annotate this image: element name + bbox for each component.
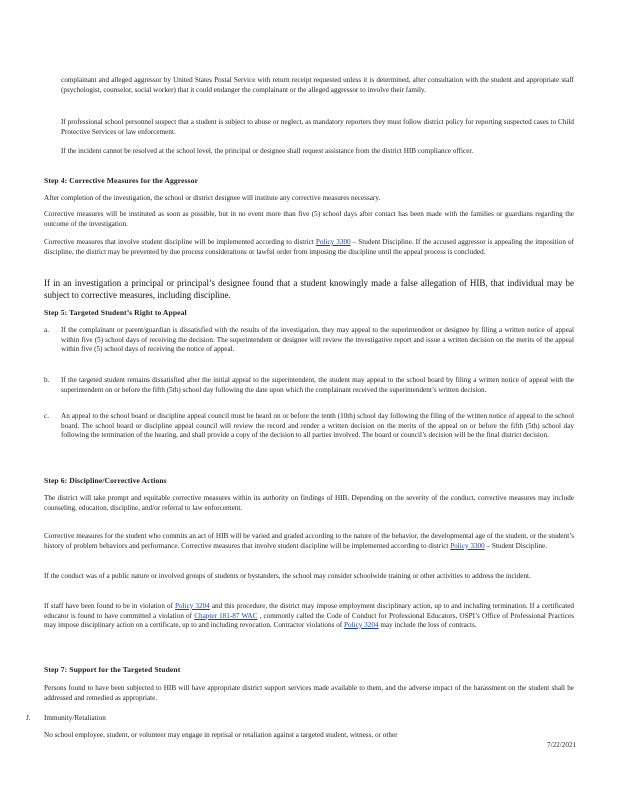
step5-item-b-label: b. — [44, 376, 50, 384]
step6-paragraph-4-text-c: , commonly called the Code of Conduct for Professional Educators, OSPI’s Office of Professional Practices may impose disciplinary action on a certificate, up to and including revocation. Contractor violations of — [44, 611, 574, 629]
policy-3204-link[interactable]: Policy 3204 — [175, 602, 210, 610]
paragraph-mandatory-reporters: If professional school personnel suspect that a student is subject to abuse or neglect, as mandatory reporters they must follow district policy for reporting suspected cases to Child Protective Services or law enforcement. — [61, 118, 574, 136]
step4-paragraph-2: Corrective measures will be instituted as soon as possible, but in no event more than five (5) school days after contact has been made with the families or guardians regarding the outcome of the investigation. — [44, 210, 574, 228]
step7-paragraph-1: Persons found to have been subjected to HIB will have appropriate district support services made available to them, and the adverse impact of the harassment on the student shall be addressed and remedied as appropriate. — [44, 684, 574, 702]
step5-item-a-text: If the complainant or parent/guardian is dissatisfied with the results of the investigation, they may appeal to the superintendent or designee by filing a written notice of appeal within five (5) school days of receiving the decision. The superintendent or designee will review the investigative report and issue a written decision on the merits of the appeal within five (5) school days of receiving the notice of appeal. — [61, 326, 574, 353]
step6-paragraph-4-text-d: may include the loss of contracts. — [380, 621, 477, 629]
step4-paragraph-3-text-a: Corrective measures that involve student discipline will be implemented according to district — [44, 238, 314, 246]
section-j-paragraph-1: No school employee, student, or volunteer may engage in reprisal or retaliation against a targeted student, witness, or other — [44, 731, 398, 739]
step5-item-a-label: a. — [44, 326, 49, 334]
step5-heading: Step 5: Targeted Student’s Right to Appeal — [44, 308, 187, 317]
policy-3300-link-2[interactable]: Policy 3300 — [450, 541, 485, 550]
step6-paragraph-1: The district will take prompt and equitable corrective measures within its authority on findings of HIB. Depending on the severity of the conduct, corrective measures may include counseling, education, discipline, and/or referral to law enforcement. — [44, 494, 574, 512]
step4-paragraph-3 — [44, 238, 574, 257]
step5-item-c-text: An appeal to the school board or discipline appeal council must be heard on or before the tenth (10th) school day following the filing of the written notice of appeal to the school board. The school board or discipline appeal council will review the record and render a written decision on the merits of the appeal on or before the fifth (5th) school day following the termination of the hearing, and shall provide a copy of the decision to all parties involved. The board or council’s decision will be the final district decision. — [61, 412, 574, 439]
paragraph-unresolved-incident: If the incident cannot be resolved at the school level, the principal or designee shall request assistance from the district HIB compliance officer. — [61, 147, 474, 155]
chapter-181-87-wac-link[interactable]: Chapter 181-87 WAC — [194, 611, 258, 620]
step4-heading: Step 4: Corrective Measures for the Aggressor — [44, 176, 199, 185]
step6-paragraph-4 — [44, 602, 574, 631]
document-date: 7/22/2021 — [547, 741, 577, 749]
section-j-label: J. — [26, 714, 31, 722]
step6-paragraph-2-text-a: Corrective measures for the student who commits an act of HIB will be varied and graded according to the nature of the behavior, the developmental age of the student, or the student’s history of problem behaviors and performance. Corrective measures that involve student discipline will be implemented according to district — [44, 532, 574, 550]
step6-heading: Step 6: Discipline/Corrective Actions — [44, 476, 167, 485]
section-j-title: Immunity/Retaliation — [44, 714, 106, 722]
paragraph-complainant-notification: complainant and alleged aggressor by United States Postal Service with return receipt requested unless it is determined, after consultation with the student and appropriate staff (psychologist, counselor, social worker) that it could endanger the complainant or the alleged aggressor to involve their family. — [61, 76, 574, 94]
policy-3300-link[interactable]: Policy 3300 — [315, 238, 351, 246]
step6-paragraph-4-text-b: and this procedure, the district may impose employment disciplinary action, up to and including termination. If a certificated educator is found to have committed a violation of — [44, 602, 575, 620]
step5-item-b-text: If the targeted student remains dissatisfied after the initial appeal to the superintendent, the student may appeal to the school board by filing a written notice of appeal with the superintendent on or before the fifth (5th) school day following the date upon which the complainant received the superintendent’s written decision. — [61, 376, 574, 394]
step6-paragraph-3: If the conduct was of a public nature or involved groups of students or bystanders, the school may consider schoolwide training or other activities to address the incident. — [44, 572, 531, 580]
step6-paragraph-4-text-a: If staff have been found to be in violation of — [44, 602, 173, 610]
false-allegation-paragraph: If in an investigation a principal or principal’s designee found that a student knowingly made a false allegation of HIB, that individual may be subject to corrective measures, including discipline. — [44, 278, 574, 300]
step4-paragraph-3-text-b: – Student Discipline. If the accused aggressor is appealing the imposition of discipline, the district may be prevented by due process considerations or lawful order from imposing the discipline until the appeal process is concluded. — [44, 238, 574, 256]
policy-3204-link-2[interactable]: Policy 3204 — [344, 621, 379, 629]
step6-paragraph-2 — [44, 532, 574, 551]
step5-item-c-label: c. — [44, 412, 49, 420]
step7-heading: Step 7: Support for the Targeted Student — [44, 665, 181, 674]
step6-paragraph-2-text-b: – Student Discipline. — [486, 541, 548, 550]
step4-paragraph-1: After completion of the investigation, the school or district designee will institute any corrective measures necessary. — [44, 194, 381, 202]
